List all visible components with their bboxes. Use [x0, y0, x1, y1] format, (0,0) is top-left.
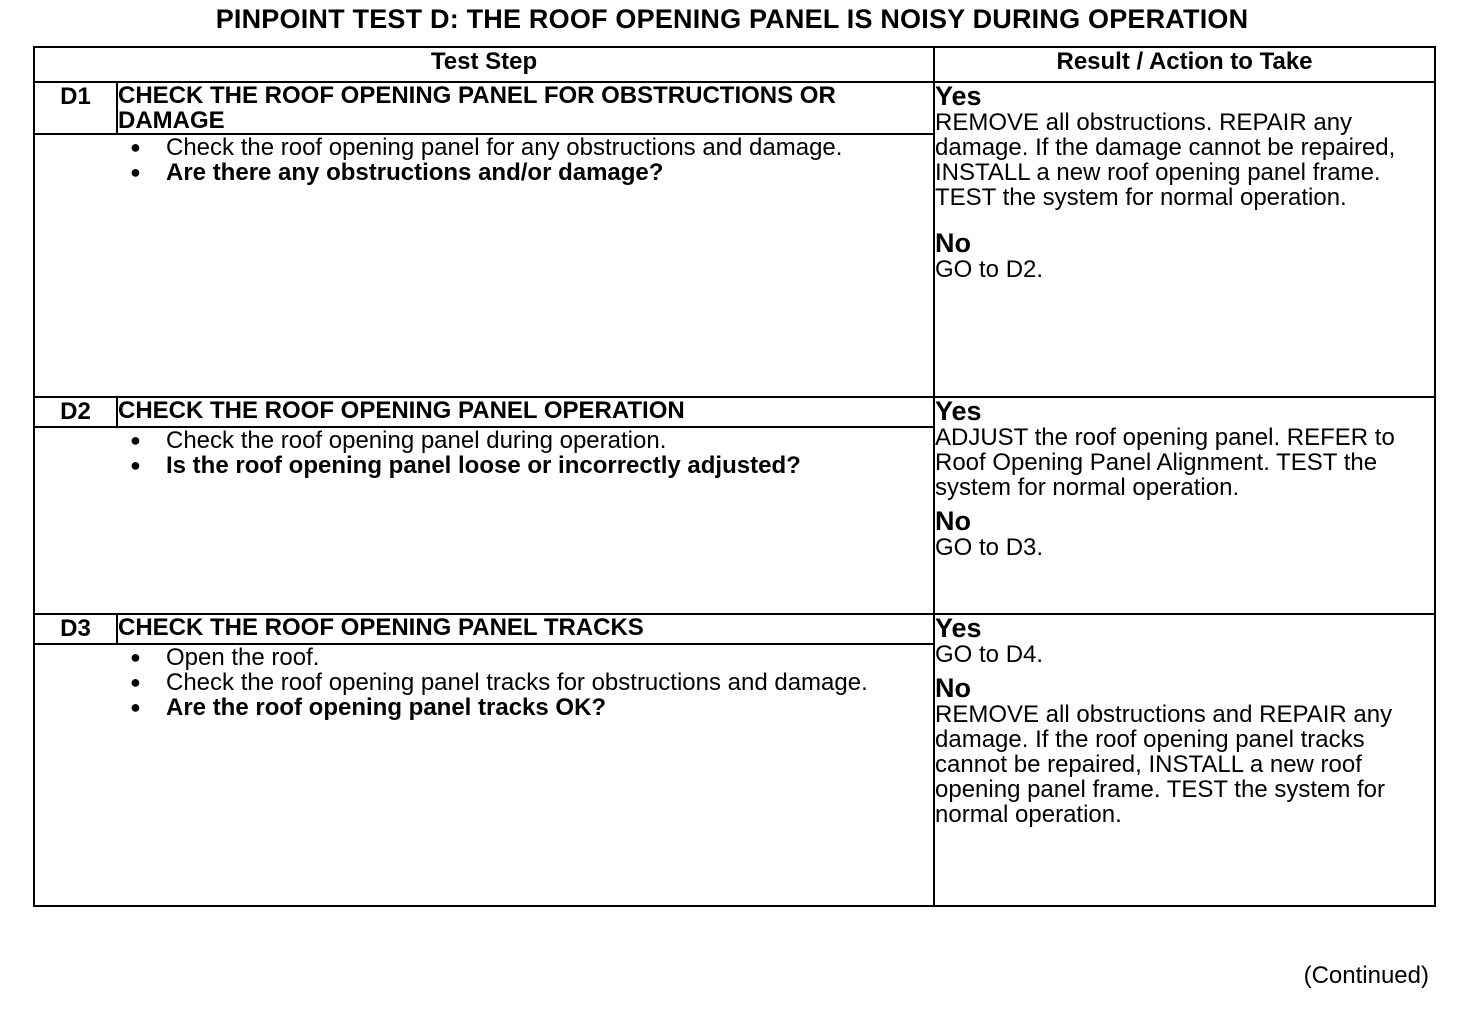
step-d3-body: [34, 644, 934, 906]
step-d2-title: CHECK THE ROOF OPENING PANEL OPERATION: [117, 397, 934, 427]
step-d1-yes-text: REMOVE all obstructions. REPAIR any damage. If the damage cannot be repaired, INSTALL a new roof opening panel frame. TEST the system for normal operation.: [935, 109, 1396, 211]
step-d2-yes-label: Yes: [935, 396, 982, 426]
result-header: Result / Action to Take: [934, 47, 1435, 82]
bullet-icon: ●: [130, 137, 141, 157]
list-item: ● Is the roof opening panel loose or incorrectly adjusted?: [130, 452, 801, 479]
step-d2-bullets: [35, 428, 933, 478]
step-d3-result: [934, 614, 1435, 906]
step-d2-no-label: No: [935, 506, 971, 536]
list-item: ● Check the roof opening panel during operation.: [130, 427, 667, 454]
test-step-header: Test Step: [34, 47, 934, 82]
table-header-row: [34, 47, 1435, 82]
step-d3-no-text: REMOVE all obstructions and REPAIR any damage. If the roof opening panel tracks cannot be repaired, INSTALL a new roof opening panel frame. TEST the system for normal operation.: [935, 701, 1393, 828]
step-d2-no-text: GO to D3.: [935, 534, 1044, 561]
step-d1-result: [934, 82, 1435, 397]
step-d2-result: [934, 397, 1435, 614]
step-d1-bullets: [35, 135, 933, 185]
step-d3-yes-label: Yes: [935, 613, 982, 643]
list-item: ● Check the roof opening panel tracks for obstructions and damage.: [130, 669, 868, 696]
step-d3-bullets: [35, 645, 933, 720]
page-title: PINPOINT TEST D: THE ROOF OPENING PANEL IS NOISY DURING OPERATION: [215, 4, 1249, 34]
list-item: ● Open the roof.: [130, 644, 320, 671]
pinpoint-test-table: [33, 46, 1436, 907]
list-item: ● Are the roof opening panel tracks OK?: [130, 694, 607, 721]
step-d2-body: [34, 427, 934, 614]
step-d1-title: CHECK THE ROOF OPENING PANEL FOR OBSTRUCTIONS OR DAMAGE: [117, 82, 934, 134]
bullet-icon: ●: [130, 647, 141, 667]
step-d3-no-label: No: [935, 673, 971, 703]
step-d3-number: D3: [34, 614, 117, 644]
step-d1-no-text: GO to D2.: [935, 256, 1044, 283]
bullet-icon: ●: [130, 455, 141, 475]
step-d1-yes-label: Yes: [935, 81, 982, 111]
step-d2-yes-text: ADJUST the roof opening panel. REFER to Roof Opening Panel Alignment. TEST the system for normal operation.: [935, 424, 1395, 501]
step-d3-title-row: [34, 614, 1435, 644]
step-d1-no-label: No: [935, 228, 971, 258]
bullet-icon: ●: [130, 672, 141, 692]
continued-note: (Continued): [1303, 962, 1429, 989]
bullet-icon: ●: [130, 430, 141, 450]
step-d2-title-row: [34, 397, 1435, 427]
step-d1-number: D1: [34, 82, 117, 134]
step-d3-yes-text: GO to D4.: [935, 641, 1044, 668]
list-item: ● Are there any obstructions and/or damage?: [130, 159, 664, 186]
list-item: ● Check the roof opening panel for any obstructions and damage.: [130, 134, 843, 161]
step-d1-body: [34, 134, 934, 397]
bullet-icon: ●: [130, 697, 141, 717]
step-d3-title: CHECK THE ROOF OPENING PANEL TRACKS: [117, 614, 934, 644]
step-d2-number: D2: [34, 397, 117, 427]
bullet-icon: ●: [130, 162, 141, 182]
step-d1-title-row: [34, 82, 1435, 134]
